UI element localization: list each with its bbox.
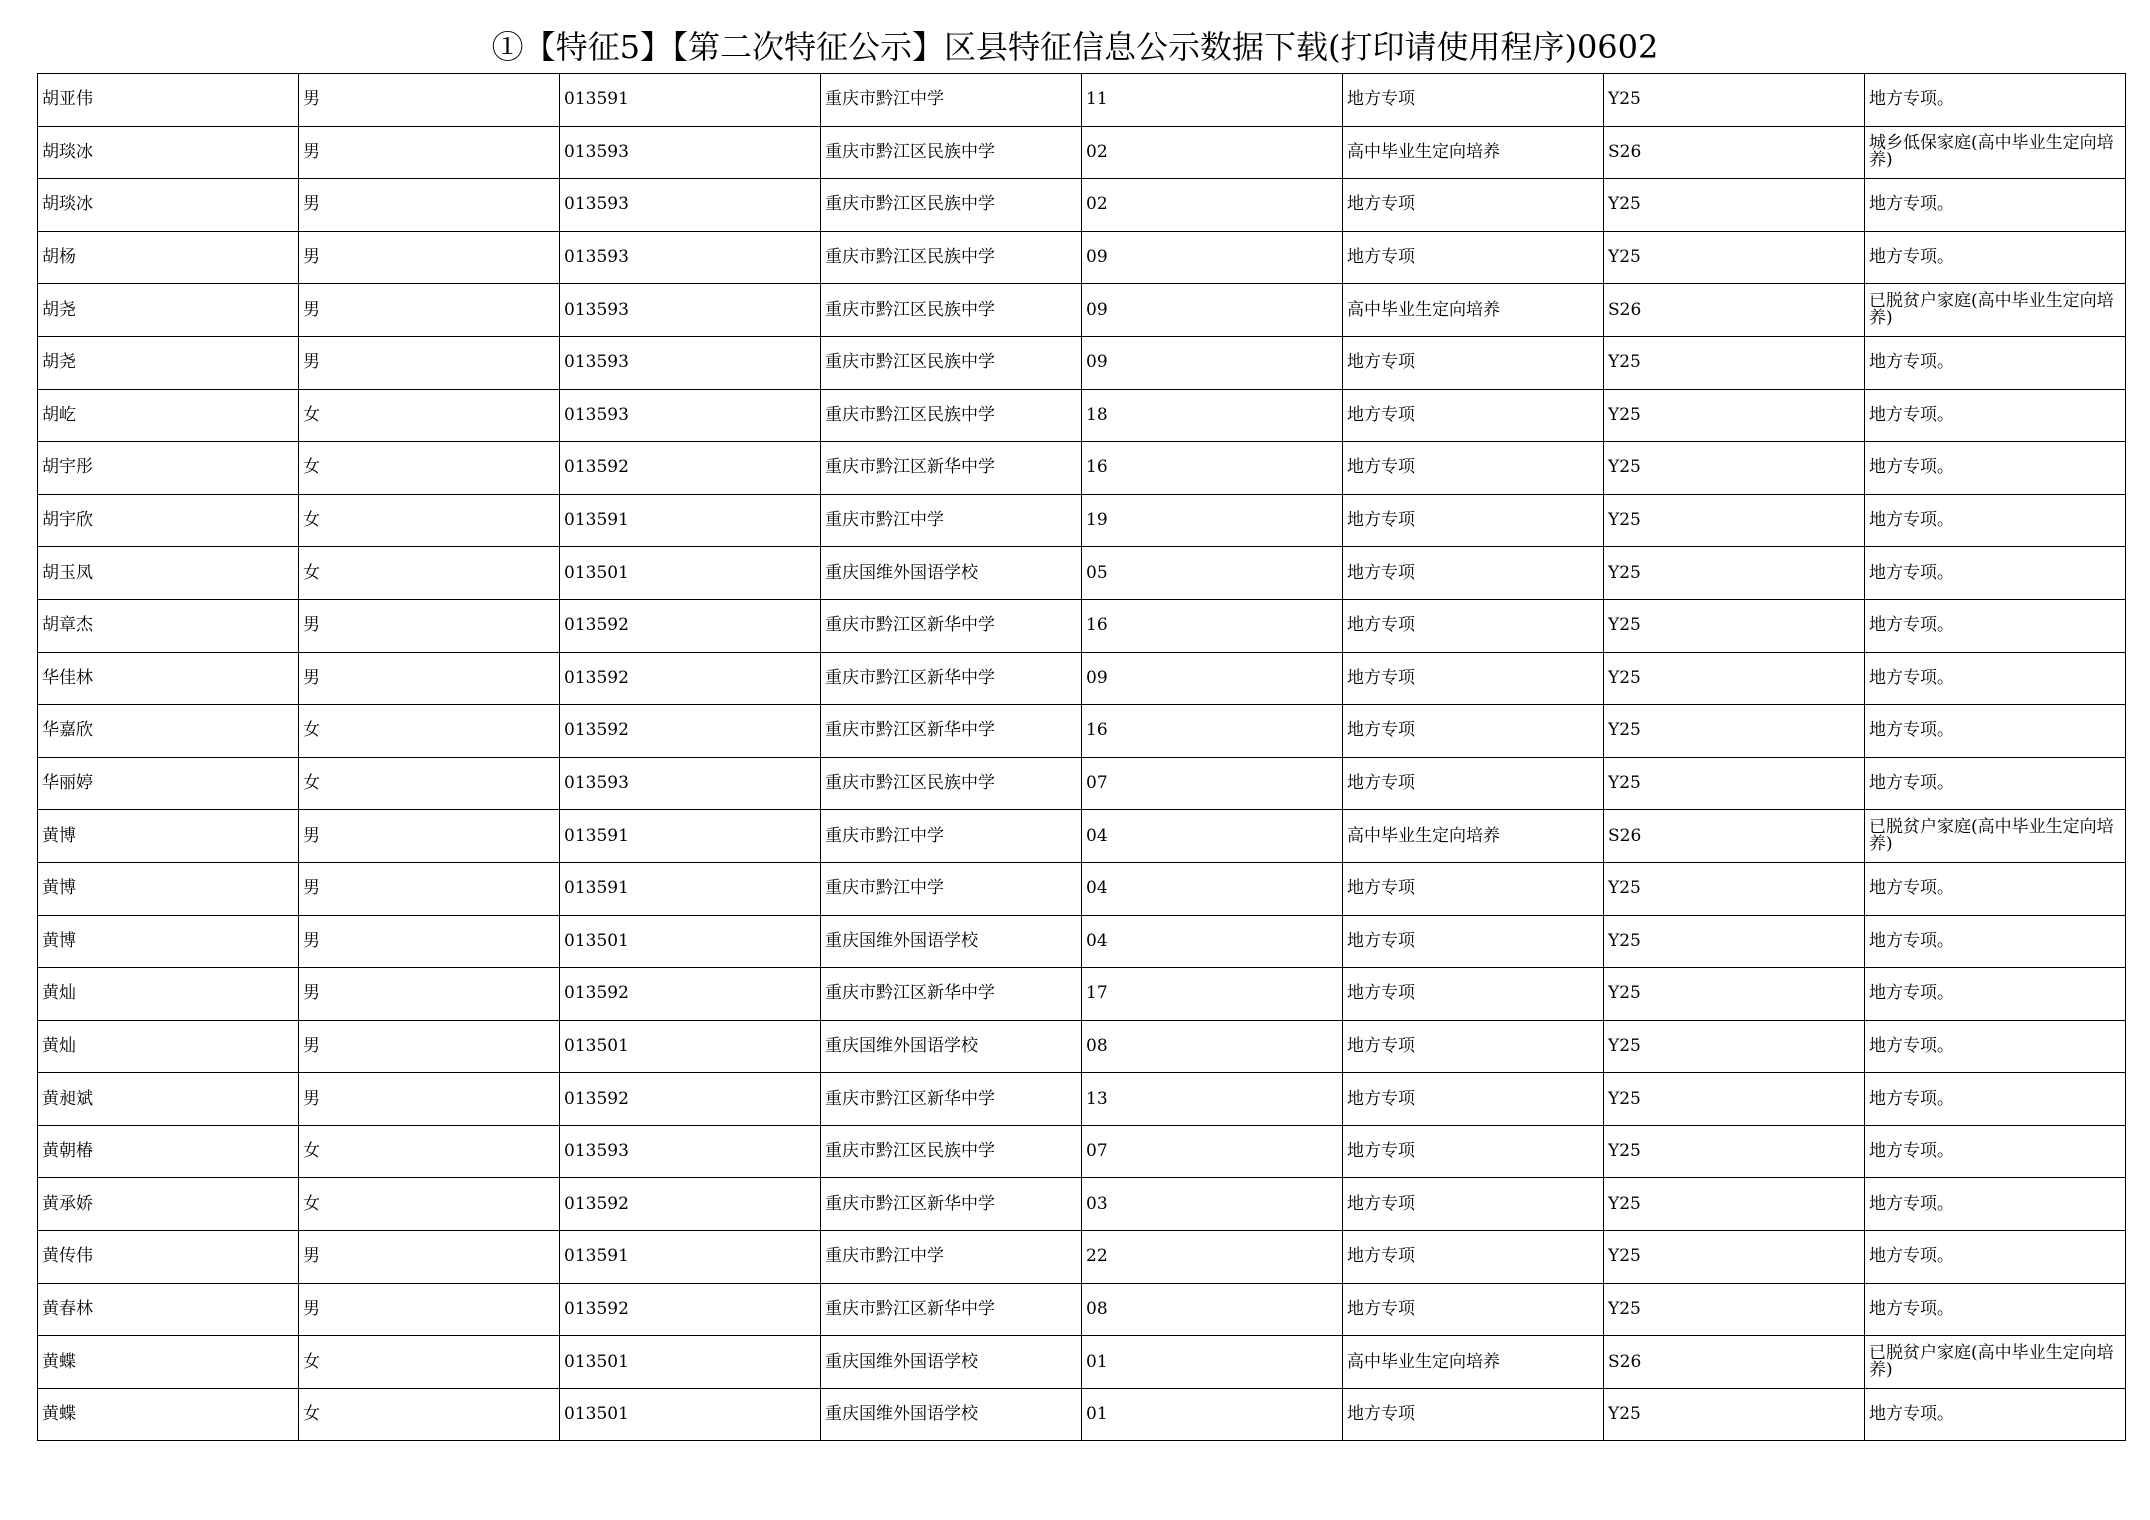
- name-cell: 华丽婷: [38, 757, 299, 810]
- category-cell: 地方专项: [1343, 231, 1604, 284]
- name-cell: 胡宇欣: [38, 494, 299, 547]
- name-cell: 黄昶斌: [38, 1073, 299, 1126]
- class-cell: 18: [1082, 389, 1343, 442]
- school-code-cell: 013592: [560, 1283, 821, 1336]
- code-cell: Y25: [1604, 862, 1865, 915]
- remark-cell: 地方专项。: [1865, 1125, 2126, 1178]
- class-cell: 16: [1082, 442, 1343, 495]
- remark-cell: 已脱贫户家庭(高中毕业生定向培养): [1865, 810, 2126, 863]
- class-cell: 16: [1082, 705, 1343, 758]
- category-cell: 高中毕业生定向培养: [1343, 1336, 1604, 1389]
- gender-cell: 女: [299, 1336, 560, 1389]
- name-cell: 华嘉欣: [38, 705, 299, 758]
- name-cell: 黄灿: [38, 968, 299, 1021]
- school-cell: 重庆市黔江区新华中学: [821, 1283, 1082, 1336]
- school-cell: 重庆国维外国语学校: [821, 1020, 1082, 1073]
- name-cell: 胡琰冰: [38, 126, 299, 179]
- school-cell: 重庆市黔江区民族中学: [821, 284, 1082, 337]
- name-cell: 黄传伟: [38, 1231, 299, 1284]
- code-cell: Y25: [1604, 968, 1865, 1021]
- school-cell: 重庆市黔江区新华中学: [821, 1178, 1082, 1231]
- gender-cell: 男: [299, 336, 560, 389]
- name-cell: 黄博: [38, 862, 299, 915]
- remark-cell: 地方专项。: [1865, 442, 2126, 495]
- code-cell: Y25: [1604, 1125, 1865, 1178]
- table-row: [38, 1388, 2126, 1441]
- school-code-cell: 013593: [560, 1125, 821, 1178]
- school-cell: 重庆市黔江中学: [821, 494, 1082, 547]
- code-cell: Y25: [1604, 494, 1865, 547]
- table-row: [38, 1178, 2126, 1231]
- remark-cell: 地方专项。: [1865, 968, 2126, 1021]
- table-row: [38, 1231, 2126, 1284]
- table-row: [38, 757, 2126, 810]
- gender-cell: 男: [299, 599, 560, 652]
- code-cell: Y25: [1604, 336, 1865, 389]
- class-cell: 01: [1082, 1336, 1343, 1389]
- code-cell: Y25: [1604, 915, 1865, 968]
- code-cell: Y25: [1604, 389, 1865, 442]
- table-row: [38, 862, 2126, 915]
- class-cell: 13: [1082, 1073, 1343, 1126]
- class-cell: 09: [1082, 336, 1343, 389]
- school-cell: 重庆市黔江中学: [821, 74, 1082, 127]
- category-cell: 地方专项: [1343, 1388, 1604, 1441]
- category-cell: 高中毕业生定向培养: [1343, 810, 1604, 863]
- gender-cell: 男: [299, 968, 560, 1021]
- name-cell: 黄博: [38, 810, 299, 863]
- class-cell: 19: [1082, 494, 1343, 547]
- school-code-cell: 013591: [560, 74, 821, 127]
- school-cell: 重庆市黔江区民族中学: [821, 757, 1082, 810]
- remark-cell: 地方专项。: [1865, 74, 2126, 127]
- school-cell: 重庆国维外国语学校: [821, 1336, 1082, 1389]
- code-cell: S26: [1604, 810, 1865, 863]
- name-cell: 胡宇彤: [38, 442, 299, 495]
- category-cell: 地方专项: [1343, 968, 1604, 1021]
- school-code-cell: 013593: [560, 179, 821, 232]
- school-code-cell: 013501: [560, 1388, 821, 1441]
- category-cell: 地方专项: [1343, 862, 1604, 915]
- category-cell: 地方专项: [1343, 1073, 1604, 1126]
- school-code-cell: 013593: [560, 336, 821, 389]
- code-cell: Y25: [1604, 1178, 1865, 1231]
- name-cell: 胡尧: [38, 284, 299, 337]
- class-cell: 03: [1082, 1178, 1343, 1231]
- gender-cell: 女: [299, 1125, 560, 1178]
- class-cell: 11: [1082, 74, 1343, 127]
- table-row: [38, 547, 2126, 600]
- category-cell: 地方专项: [1343, 547, 1604, 600]
- gender-cell: 男: [299, 74, 560, 127]
- table-row: [38, 1073, 2126, 1126]
- school-code-cell: 013593: [560, 389, 821, 442]
- school-cell: 重庆国维外国语学校: [821, 547, 1082, 600]
- table-body: [38, 74, 2126, 1441]
- gender-cell: 男: [299, 915, 560, 968]
- table-row: [38, 284, 2126, 337]
- remark-cell: 已脱贫户家庭(高中毕业生定向培养): [1865, 284, 2126, 337]
- remark-cell: 已脱贫户家庭(高中毕业生定向培养): [1865, 1336, 2126, 1389]
- gender-cell: 女: [299, 1388, 560, 1441]
- category-cell: 地方专项: [1343, 1231, 1604, 1284]
- school-code-cell: 013501: [560, 915, 821, 968]
- school-cell: 重庆市黔江区民族中学: [821, 126, 1082, 179]
- gender-cell: 男: [299, 1073, 560, 1126]
- school-code-cell: 013593: [560, 231, 821, 284]
- remark-cell: 地方专项。: [1865, 599, 2126, 652]
- remark-cell: 地方专项。: [1865, 179, 2126, 232]
- category-cell: 地方专项: [1343, 1125, 1604, 1178]
- gender-cell: 男: [299, 231, 560, 284]
- category-cell: 地方专项: [1343, 915, 1604, 968]
- school-cell: 重庆市黔江中学: [821, 862, 1082, 915]
- remark-cell: 地方专项。: [1865, 862, 2126, 915]
- school-cell: 重庆市黔江中学: [821, 810, 1082, 863]
- name-cell: 胡亚伟: [38, 74, 299, 127]
- class-cell: 02: [1082, 179, 1343, 232]
- class-cell: 09: [1082, 652, 1343, 705]
- table-row: [38, 442, 2126, 495]
- table-row: [38, 705, 2126, 758]
- category-cell: 高中毕业生定向培养: [1343, 126, 1604, 179]
- table-row: [38, 389, 2126, 442]
- name-cell: 胡玉凤: [38, 547, 299, 600]
- remark-cell: 地方专项。: [1865, 1231, 2126, 1284]
- table-row: [38, 810, 2126, 863]
- gender-cell: 女: [299, 757, 560, 810]
- page-title: ①【特征5】【第二次特征公示】区县特征信息公示数据下载(打印请使用程序)0602: [491, 28, 1659, 66]
- table-row: [38, 231, 2126, 284]
- school-code-cell: 013592: [560, 968, 821, 1021]
- school-code-cell: 013592: [560, 1073, 821, 1126]
- category-cell: 地方专项: [1343, 652, 1604, 705]
- school-code-cell: 013591: [560, 494, 821, 547]
- code-cell: Y25: [1604, 74, 1865, 127]
- code-cell: Y25: [1604, 231, 1865, 284]
- school-code-cell: 013593: [560, 757, 821, 810]
- category-cell: 地方专项: [1343, 74, 1604, 127]
- remark-cell: 地方专项。: [1865, 389, 2126, 442]
- table-row: [38, 179, 2126, 232]
- class-cell: 17: [1082, 968, 1343, 1021]
- table-row: [38, 494, 2126, 547]
- school-cell: 重庆市黔江区新华中学: [821, 968, 1082, 1021]
- class-cell: 09: [1082, 284, 1343, 337]
- code-cell: Y25: [1604, 1073, 1865, 1126]
- remark-cell: 地方专项。: [1865, 1178, 2126, 1231]
- table-row: [38, 652, 2126, 705]
- category-cell: 地方专项: [1343, 599, 1604, 652]
- code-cell: Y25: [1604, 1388, 1865, 1441]
- table-row: [38, 968, 2126, 1021]
- school-cell: 重庆市黔江区民族中学: [821, 179, 1082, 232]
- gender-cell: 男: [299, 1020, 560, 1073]
- table-row: [38, 1336, 2126, 1389]
- class-cell: 16: [1082, 599, 1343, 652]
- table-row: [38, 1283, 2126, 1336]
- school-code-cell: 013592: [560, 705, 821, 758]
- name-cell: 胡屹: [38, 389, 299, 442]
- school-cell: 重庆市黔江中学: [821, 1231, 1082, 1284]
- school-code-cell: 013592: [560, 652, 821, 705]
- gender-cell: 女: [299, 442, 560, 495]
- name-cell: 胡章杰: [38, 599, 299, 652]
- gender-cell: 女: [299, 494, 560, 547]
- category-cell: 地方专项: [1343, 1178, 1604, 1231]
- name-cell: 胡杨: [38, 231, 299, 284]
- table-row: [38, 1125, 2126, 1178]
- school-cell: 重庆市黔江区新华中学: [821, 442, 1082, 495]
- name-cell: 黄朝椿: [38, 1125, 299, 1178]
- code-cell: Y25: [1604, 1283, 1865, 1336]
- school-code-cell: 013591: [560, 810, 821, 863]
- data-table: [37, 73, 2126, 1441]
- category-cell: 地方专项: [1343, 705, 1604, 758]
- remark-cell: 地方专项。: [1865, 1283, 2126, 1336]
- school-cell: 重庆市黔江区新华中学: [821, 1073, 1082, 1126]
- remark-cell: 城乡低保家庭(高中毕业生定向培养): [1865, 126, 2126, 179]
- school-code-cell: 013592: [560, 442, 821, 495]
- school-cell: 重庆市黔江区民族中学: [821, 389, 1082, 442]
- school-cell: 重庆市黔江区新华中学: [821, 599, 1082, 652]
- code-cell: Y25: [1604, 757, 1865, 810]
- remark-cell: 地方专项。: [1865, 915, 2126, 968]
- name-cell: 胡琰冰: [38, 179, 299, 232]
- school-code-cell: 013591: [560, 862, 821, 915]
- school-cell: 重庆国维外国语学校: [821, 1388, 1082, 1441]
- gender-cell: 男: [299, 126, 560, 179]
- code-cell: Y25: [1604, 1231, 1865, 1284]
- gender-cell: 男: [299, 652, 560, 705]
- class-cell: 07: [1082, 757, 1343, 810]
- school-cell: 重庆市黔江区民族中学: [821, 1125, 1082, 1178]
- code-cell: S26: [1604, 284, 1865, 337]
- table-row: [38, 915, 2126, 968]
- code-cell: Y25: [1604, 547, 1865, 600]
- school-cell: 重庆市黔江区民族中学: [821, 336, 1082, 389]
- remark-cell: 地方专项。: [1865, 494, 2126, 547]
- school-cell: 重庆市黔江区新华中学: [821, 652, 1082, 705]
- category-cell: 地方专项: [1343, 1283, 1604, 1336]
- gender-cell: 女: [299, 389, 560, 442]
- remark-cell: 地方专项。: [1865, 705, 2126, 758]
- class-cell: 09: [1082, 231, 1343, 284]
- class-cell: 04: [1082, 810, 1343, 863]
- remark-cell: 地方专项。: [1865, 1388, 2126, 1441]
- school-code-cell: 013591: [560, 1231, 821, 1284]
- class-cell: 07: [1082, 1125, 1343, 1178]
- code-cell: Y25: [1604, 1020, 1865, 1073]
- code-cell: Y25: [1604, 599, 1865, 652]
- name-cell: 黄春林: [38, 1283, 299, 1336]
- name-cell: 黄承娇: [38, 1178, 299, 1231]
- gender-cell: 男: [299, 862, 560, 915]
- gender-cell: 男: [299, 1231, 560, 1284]
- code-cell: S26: [1604, 126, 1865, 179]
- table-row: [38, 1020, 2126, 1073]
- code-cell: Y25: [1604, 705, 1865, 758]
- class-cell: 08: [1082, 1020, 1343, 1073]
- class-cell: 05: [1082, 547, 1343, 600]
- class-cell: 04: [1082, 915, 1343, 968]
- school-cell: 重庆国维外国语学校: [821, 915, 1082, 968]
- category-cell: 地方专项: [1343, 494, 1604, 547]
- school-cell: 重庆市黔江区民族中学: [821, 231, 1082, 284]
- school-code-cell: 013592: [560, 1178, 821, 1231]
- class-cell: 04: [1082, 862, 1343, 915]
- name-cell: 黄博: [38, 915, 299, 968]
- category-cell: 地方专项: [1343, 442, 1604, 495]
- remark-cell: 地方专项。: [1865, 757, 2126, 810]
- remark-cell: 地方专项。: [1865, 652, 2126, 705]
- school-code-cell: 013593: [560, 126, 821, 179]
- name-cell: 黄蝶: [38, 1388, 299, 1441]
- gender-cell: 男: [299, 1283, 560, 1336]
- class-cell: 22: [1082, 1231, 1343, 1284]
- category-cell: 地方专项: [1343, 179, 1604, 232]
- category-cell: 地方专项: [1343, 1020, 1604, 1073]
- class-cell: 02: [1082, 126, 1343, 179]
- table-row: [38, 336, 2126, 389]
- category-cell: 高中毕业生定向培养: [1343, 284, 1604, 337]
- category-cell: 地方专项: [1343, 389, 1604, 442]
- gender-cell: 男: [299, 179, 560, 232]
- code-cell: Y25: [1604, 652, 1865, 705]
- remark-cell: 地方专项。: [1865, 336, 2126, 389]
- class-cell: 01: [1082, 1388, 1343, 1441]
- remark-cell: 地方专项。: [1865, 231, 2126, 284]
- code-cell: Y25: [1604, 179, 1865, 232]
- code-cell: S26: [1604, 1336, 1865, 1389]
- school-code-cell: 013501: [560, 1336, 821, 1389]
- table-row: [38, 126, 2126, 179]
- gender-cell: 男: [299, 284, 560, 337]
- remark-cell: 地方专项。: [1865, 1073, 2126, 1126]
- class-cell: 08: [1082, 1283, 1343, 1336]
- name-cell: 黄蝶: [38, 1336, 299, 1389]
- name-cell: 黄灿: [38, 1020, 299, 1073]
- code-cell: Y25: [1604, 442, 1865, 495]
- school-cell: 重庆市黔江区新华中学: [821, 705, 1082, 758]
- category-cell: 地方专项: [1343, 336, 1604, 389]
- gender-cell: 男: [299, 810, 560, 863]
- table-row: [38, 599, 2126, 652]
- gender-cell: 女: [299, 705, 560, 758]
- gender-cell: 女: [299, 1178, 560, 1231]
- school-code-cell: 013501: [560, 1020, 821, 1073]
- school-code-cell: 013593: [560, 284, 821, 337]
- remark-cell: 地方专项。: [1865, 1020, 2126, 1073]
- school-code-cell: 013501: [560, 547, 821, 600]
- table-row: [38, 74, 2126, 127]
- name-cell: 胡尧: [38, 336, 299, 389]
- remark-cell: 地方专项。: [1865, 547, 2126, 600]
- name-cell: 华佳林: [38, 652, 299, 705]
- gender-cell: 女: [299, 547, 560, 600]
- category-cell: 地方专项: [1343, 757, 1604, 810]
- school-code-cell: 013592: [560, 599, 821, 652]
